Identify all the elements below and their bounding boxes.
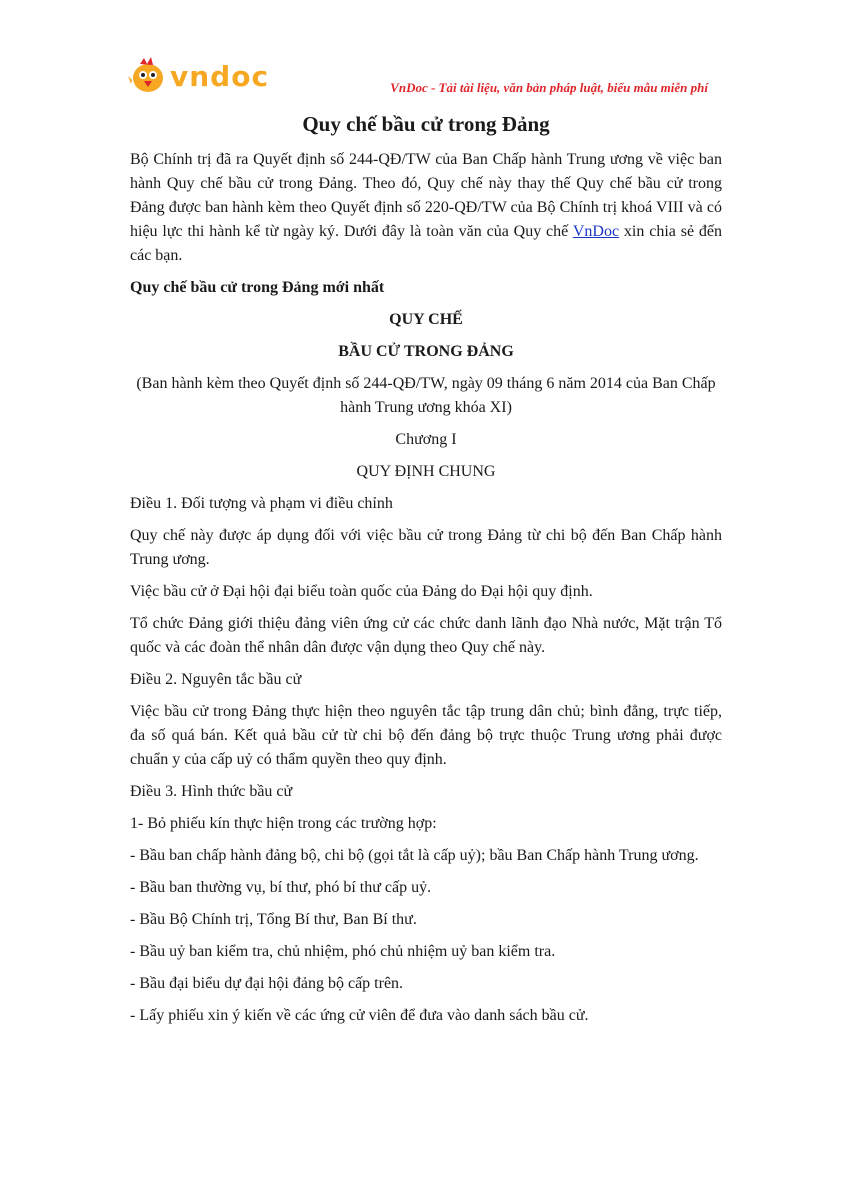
intro-text: Bộ Chính trị đã ra Quyết định số 244-QĐ/TW của Ban Chấp hành Trung ương về việc ban hành Quy chế bầu cử trong Đảng. Theo đó, Quy chế này thay thế Quy chế bầu cử trong Đảng được ban hành kèm theo Quyết định số 220-QĐ/TW của Bộ Chính trị khoá VIII và có hiệu lực thi hành kể từ ngày ký. Dưới đây là toàn văn của Quy chế <box>130 151 722 240</box>
article-1-paragraph-3: Tổ chức Đảng giới thiệu đảng viên ứng cử các chức danh lãnh đạo Nhà nước, Mặt trận Tổ quốc và các đoàn thể nhân dân được vận dụng theo Quy chế này. <box>130 615 722 656</box>
article-3-paragraph-1: 1- Bỏ phiếu kín thực hiện trong các trường hợp: <box>130 815 437 832</box>
intro-paragraph <box>130 148 722 268</box>
bullet-item: - Bầu đại biểu dự đại hội đảng bộ cấp trên. <box>130 975 404 992</box>
issued-note: (Ban hành kèm theo Quyết định số 244-QĐ/TW, ngày 09 tháng 6 năm 2014 của Ban Chấp hành Trung ương khóa XI) <box>136 375 716 416</box>
subheading: Quy chế bầu cử trong Đảng mới nhất <box>130 279 385 296</box>
bullet-item: - Lấy phiếu xin ý kiến về các ứng cử viên để đưa vào danh sách bầu cử. <box>130 1007 589 1024</box>
bullet-item: - Bầu ban thường vụ, bí thư, phó bí thư cấp uỷ. <box>130 879 432 896</box>
chapter-label: Chương I <box>395 431 457 448</box>
vndoc-link[interactable]: VnDoc <box>572 223 620 240</box>
center-title-1: QUY CHẾ <box>389 311 463 328</box>
chapter-title: QUY ĐỊNH CHUNG <box>356 463 496 480</box>
page-header <box>128 56 708 96</box>
document-title: Quy chế bầu cử trong Đảng <box>302 112 550 136</box>
article-1-paragraph-1: Quy chế này được áp dụng đối với việc bầu cử trong Đảng từ chi bộ đến Ban Chấp hành Trung ương. <box>130 527 722 568</box>
site-tagline: VnDoc - Tải tài liệu, văn bản pháp luật, biểu mẫu miễn phí <box>390 80 708 95</box>
article-1-paragraph-2: Việc bầu cử ở Đại hội đại biểu toàn quốc của Đảng do Đại hội quy định. <box>130 583 593 600</box>
article-3-title: Điều 3. Hình thức bầu cử <box>130 783 293 800</box>
article-2-title: Điều 2. Nguyên tắc bầu cử <box>130 671 302 688</box>
vndoc-logo[interactable] <box>128 56 288 96</box>
article-1-title: Điều 1. Đối tượng và phạm vi điều chỉnh <box>130 495 393 512</box>
intro-text-end: xin chia sẻ đến các bạn. <box>130 223 723 264</box>
svg-text:vndoc: vndoc <box>170 60 270 93</box>
bullet-item: - Bầu Bộ Chính trị, Tổng Bí thư, Ban Bí thư. <box>130 911 417 928</box>
document-body <box>130 110 722 1036</box>
chicken-mascot-icon <box>128 56 288 96</box>
article-2-paragraph-1: Việc bầu cử trong Đảng thực hiện theo nguyên tắc tập trung dân chủ; bình đẳng, trực tiếp, đa số quá bán. Kết quả bầu cử từ chi bộ đến đảng bộ trực thuộc Trung ương phải được chuẩn y của cấp uỷ có thẩm quyền theo quy định. <box>130 703 722 768</box>
bullet-item: - Bầu uỷ ban kiểm tra, chủ nhiệm, phó chủ nhiệm uỷ ban kiểm tra. <box>130 943 556 960</box>
center-title-2: BẦU CỬ TRONG ĐẢNG <box>338 343 514 360</box>
bullet-item: - Bầu ban chấp hành đảng bộ, chi bộ (gọi tắt là cấp uỷ); bầu Ban Chấp hành Trung ương. <box>130 847 699 864</box>
